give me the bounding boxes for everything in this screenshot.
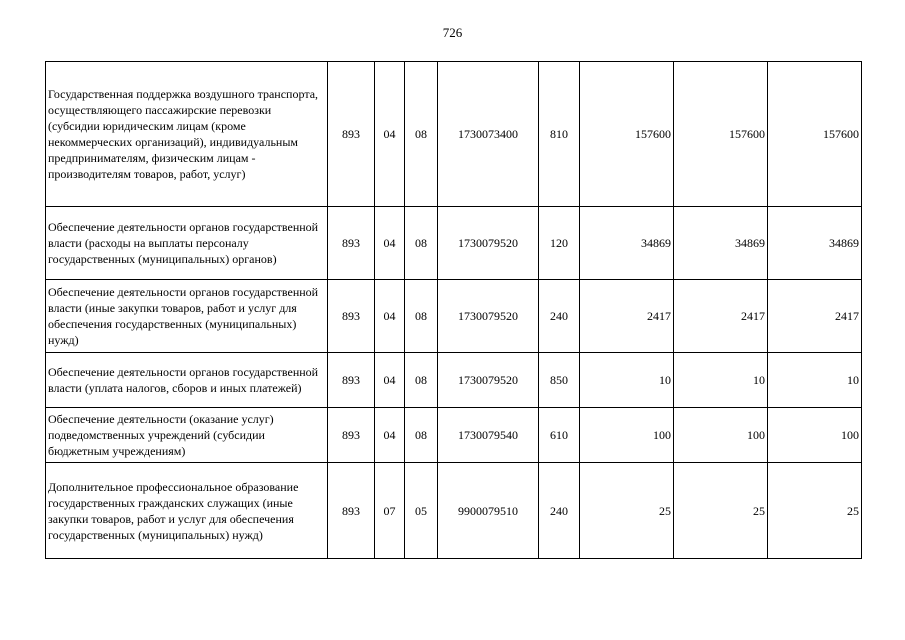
expense-type-code: 240 — [539, 280, 580, 353]
amount-2: 34869 — [674, 207, 768, 280]
section-code: 04 — [375, 408, 405, 463]
amount-2: 25 — [674, 463, 768, 559]
expense-type-code: 810 — [539, 62, 580, 207]
subsection-code: 05 — [405, 463, 438, 559]
amount-3: 25 — [768, 463, 862, 559]
section-code: 04 — [375, 62, 405, 207]
subsection-code: 08 — [405, 280, 438, 353]
row-name: Обеспечение деятельности (оказание услуг) подведомственных учреждений (субсидии бюджетным учреждениям) — [46, 408, 328, 463]
amount-3: 10 — [768, 353, 862, 408]
amount-2: 157600 — [674, 62, 768, 207]
ministry-code: 893 — [328, 207, 375, 280]
amount-3: 100 — [768, 408, 862, 463]
amount-1: 10 — [580, 353, 674, 408]
section-code: 04 — [375, 280, 405, 353]
ministry-code: 893 — [328, 280, 375, 353]
expense-type-code: 610 — [539, 408, 580, 463]
table-row — [46, 353, 862, 408]
table-row — [46, 62, 862, 207]
row-name: Обеспечение деятельности органов государственной власти (уплата налогов, сборов и иных платежей) — [46, 353, 328, 408]
amount-3: 2417 — [768, 280, 862, 353]
page-number: 726 — [442, 25, 463, 40]
subsection-code: 08 — [405, 408, 438, 463]
row-name: Обеспечение деятельности органов государственной власти (иные закупки товаров, работ и услуг для обеспечения государственных (муниципальных) нужд) — [46, 280, 328, 353]
amount-2: 2417 — [674, 280, 768, 353]
amount-1: 25 — [580, 463, 674, 559]
amount-1: 34869 — [580, 207, 674, 280]
amount-1: 2417 — [580, 280, 674, 353]
expense-type-code: 120 — [539, 207, 580, 280]
target-article-code: 9900079510 — [438, 463, 539, 559]
expense-type-code: 850 — [539, 353, 580, 408]
subsection-code: 08 — [405, 353, 438, 408]
row-name: Обеспечение деятельности органов государственной власти (расходы на выплаты персоналу государственных (муниципальных) органов) — [46, 207, 328, 280]
subsection-code: 08 — [405, 207, 438, 280]
expense-type-code: 240 — [539, 463, 580, 559]
target-article-code: 1730079540 — [438, 408, 539, 463]
amount-2: 100 — [674, 408, 768, 463]
amount-2: 10 — [674, 353, 768, 408]
subsection-code: 08 — [405, 62, 438, 207]
amount-1: 100 — [580, 408, 674, 463]
target-article-code: 1730079520 — [438, 280, 539, 353]
row-name: Дополнительное профессиональное образование государственных гражданских служащих (иные закупки товаров, работ и услуг для обеспечения государственных (муниципальных) нужд) — [46, 463, 328, 559]
budget-table — [45, 61, 862, 559]
section-code: 04 — [375, 207, 405, 280]
table-row — [46, 463, 862, 559]
table-row — [46, 280, 862, 353]
section-code: 07 — [375, 463, 405, 559]
row-name: Государственная поддержка воздушного транспорта, осуществляющего пассажирские перевозки (субсидии юридическим лицам (кроме некоммерческих организаций), индивидуальным предпринимателям, физическим лицам - производителям товаров, работ, услуг) — [46, 62, 328, 207]
target-article-code: 1730079520 — [438, 353, 539, 408]
target-article-code: 1730079520 — [438, 207, 539, 280]
amount-1: 157600 — [580, 62, 674, 207]
amount-3: 157600 — [768, 62, 862, 207]
target-article-code: 1730073400 — [438, 62, 539, 207]
amount-3: 34869 — [768, 207, 862, 280]
ministry-code: 893 — [328, 62, 375, 207]
section-code: 04 — [375, 353, 405, 408]
ministry-code: 893 — [328, 353, 375, 408]
table-row — [46, 408, 862, 463]
ministry-code: 893 — [328, 408, 375, 463]
table-row — [46, 207, 862, 280]
ministry-code: 893 — [328, 463, 375, 559]
